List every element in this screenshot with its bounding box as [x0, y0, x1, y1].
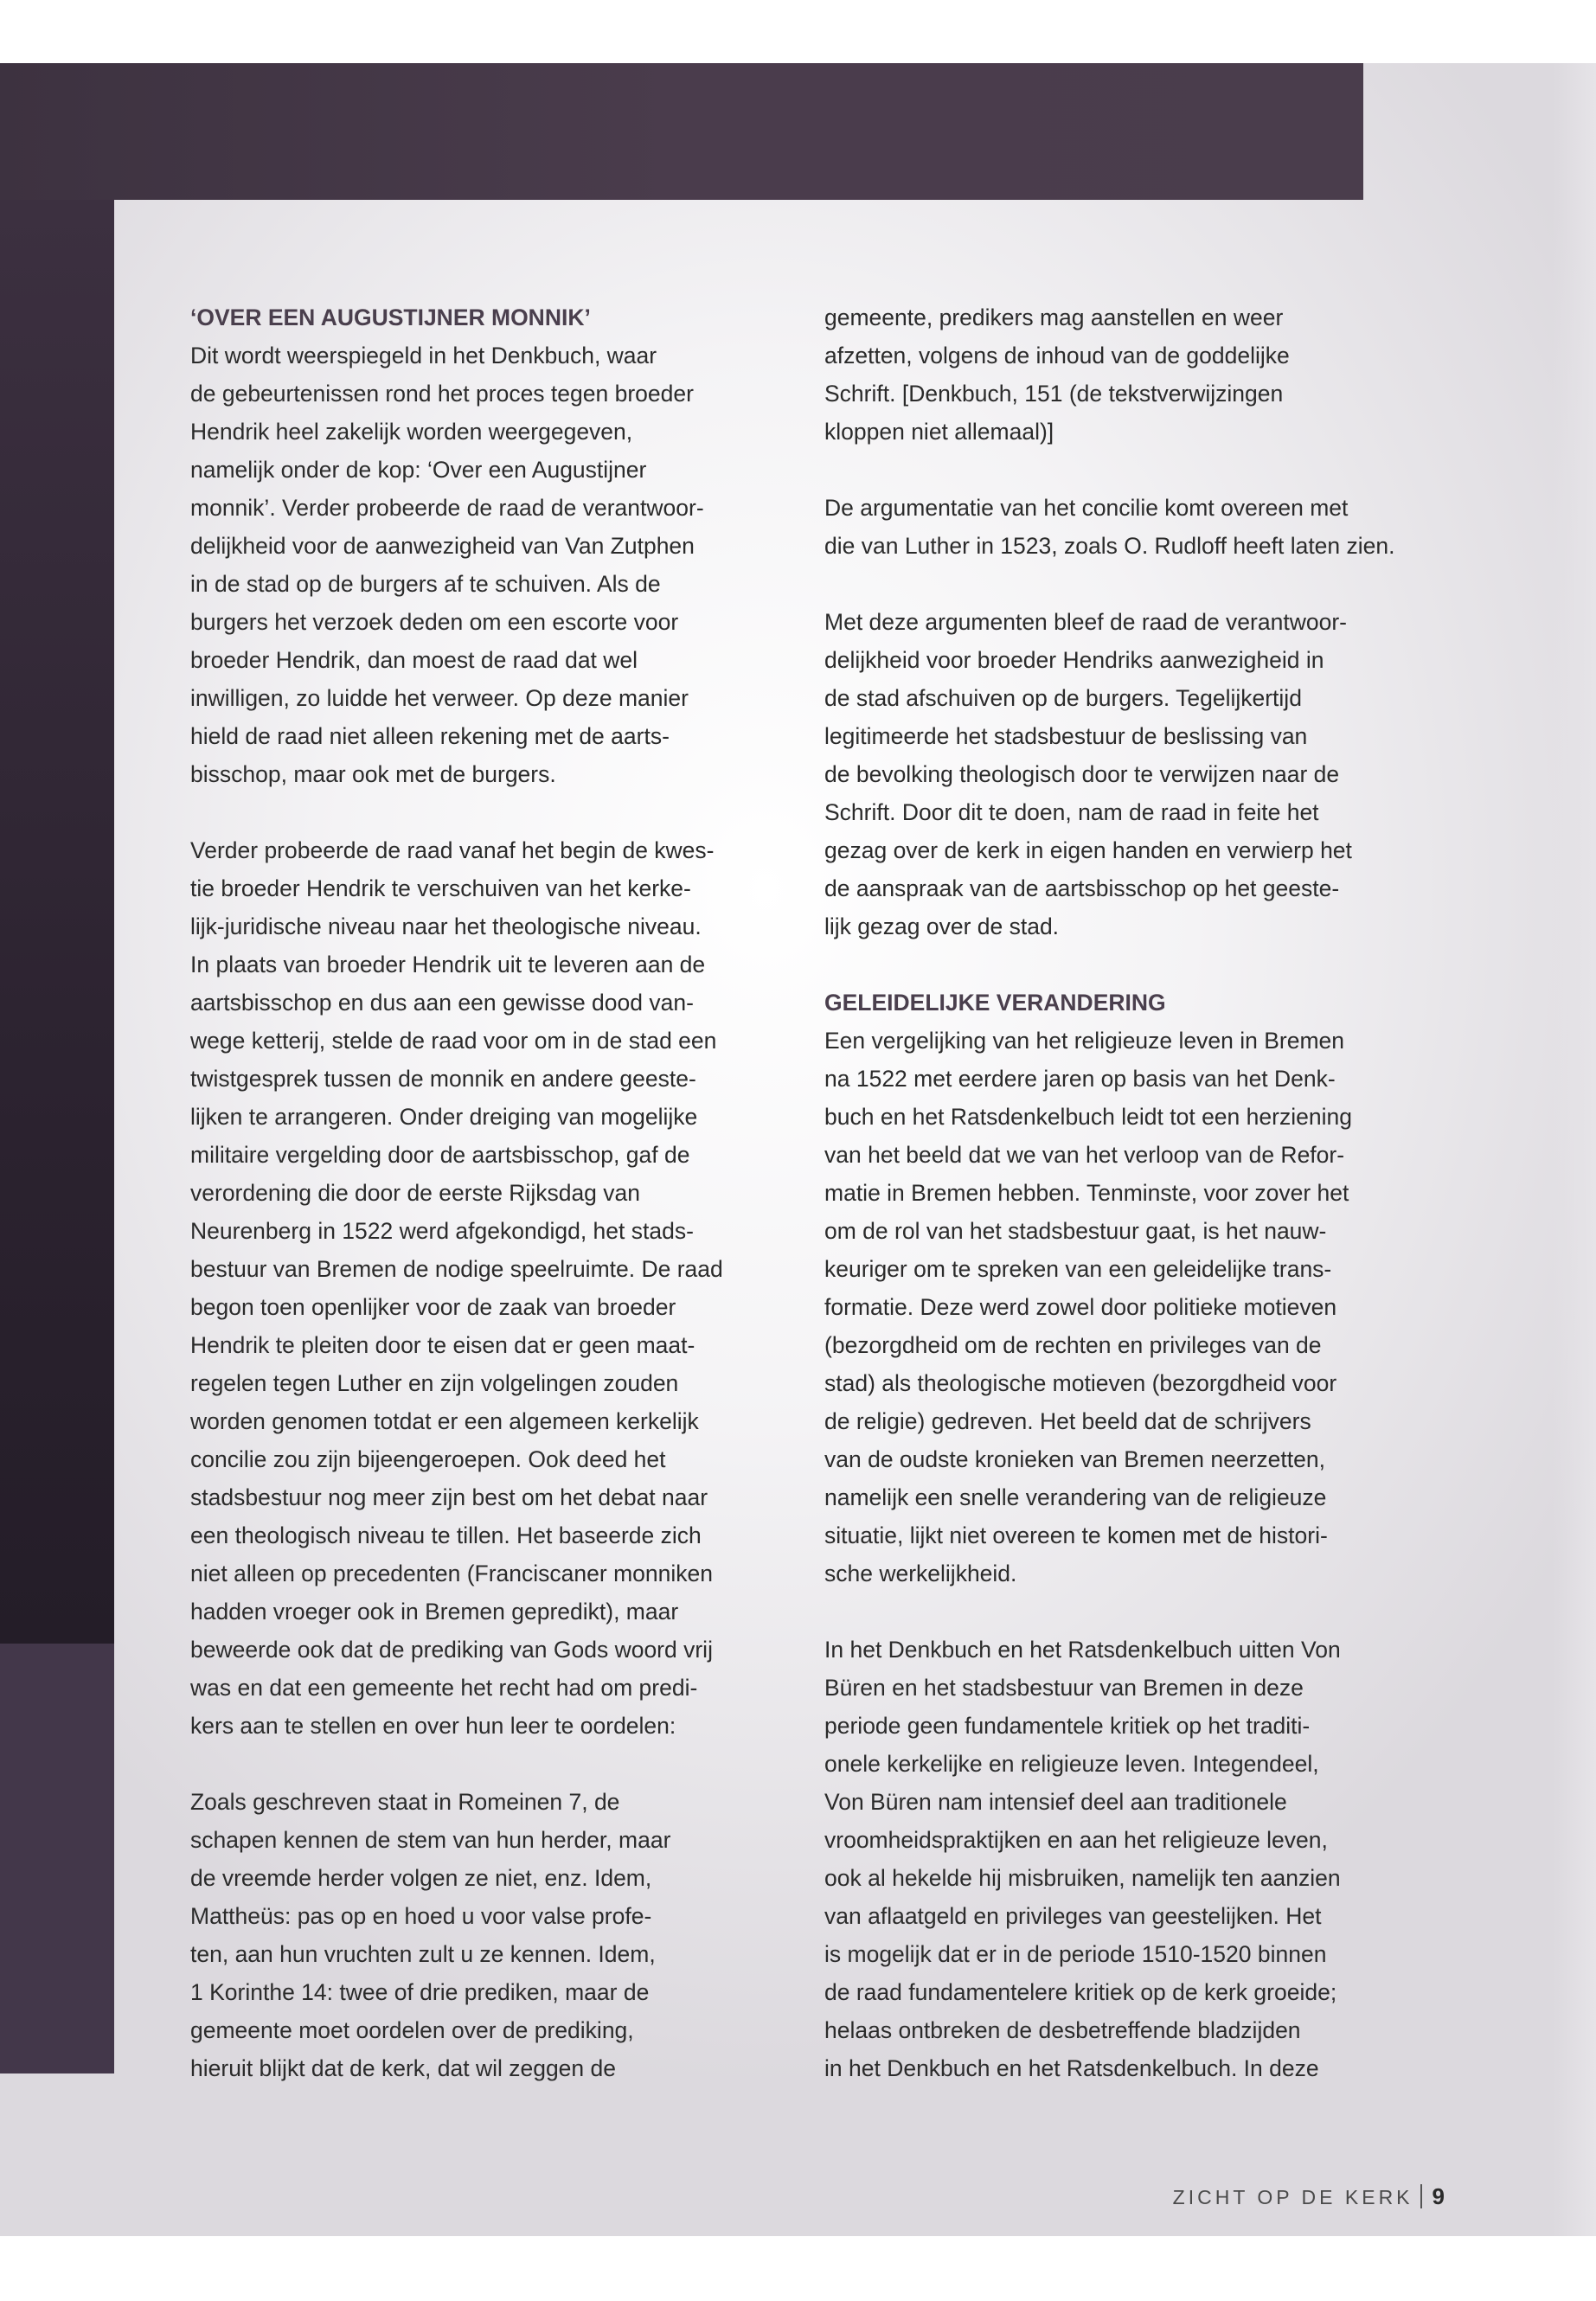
- left-text-column: [190, 298, 779, 2087]
- body-paragraph-5: Een vergelijking van het religieuze leven in Bremen na 1522 met eerdere jaren op basis van het Denk- buch en het Ratsdenkelbuch leidt tot een herziening van het beeld dat we van het verloop van de Refor- matie in Bremen hebben. Tenminste, voor zover het om de rol van het stadsbestuur gaat, is het nauw- keuriger om te spreken van een geleidelijke trans- formatie. Deze werd zowel door politieke motieven (bezorgdheid om de rechten en privileges van de stad) als theologische motieven (bezorgdheid voor de religie) gedreven. Het beeld dat de schrijvers van de oudste kronieken van Bremen neerzetten, namelijk een snelle verandering van de religieuze situatie, lijkt niet overeen te komen met de histori- sche werkelijkheid.: [824, 1028, 1352, 1586]
- body-paragraph-3: De argumentatie van het concilie komt overeen met die van Luther in 1523, zoals O. Rudloff heeft laten zien.: [824, 495, 1395, 559]
- footer-separator: [1420, 2184, 1422, 2208]
- body-paragraph-2: Verder probeerde de raad vanaf het begin de kwes- tie broeder Hendrik te verschuiven van het kerke- lijk-juridische niveau naar het theologische niveau. In plaats van broeder Hendrik uit te leveren aan de aartsbisschop en dus aan een gewisse dood van- wege ketterij, stelde de raad voor om in de stad een twistgesprek tussen de monnik en andere geeste- lijken te arrangeren. Onder dreiging van mogelijke militaire vergelding door de aartsbisschop, gaf de verordening die door de eerste Rijksdag van Neurenberg in 1522 werd afgekondigd, het stads- bestuur van Bremen de nodige speelruimte. De raad begon toen openlijker voor de zaak van broeder Hendrik te pleiten door te eisen dat er geen maat- regelen tegen Luther en zijn volgelingen zouden worden genomen totdat er een algemeen kerkelijk concilie zou zijn bijeengeroepen. Ook deed het stadsbestuur nog meer zijn best om het debat naar een theologisch niveau te tillen. Het baseerde zich niet alleen op precedenten (Franciscaner monniken hadden vroeger ook in Bremen gepredikt), maar beweerde ook dat de prediking van Gods woord vrij was en dat een gemeente het recht had om predi- kers aan te stellen en over hun leer te oordelen:: [190, 837, 723, 1739]
- magazine-title: ZICHT OP DE KERK: [1172, 2186, 1413, 2208]
- body-paragraph-4: Met deze argumenten bleef de raad de verantwoor- delijkheid voor broeder Hendriks aanwezigheid in de stad afschuiven op de burgers. Tegelijkertijd legitimeerde het stadsbestuur de beslissing van de bevolking theologisch door te verwijzen naar de Schrift. Door dit te doen, nam de raad in feite het gezag over de kerk in eigen handen en verwierp het de aanspraak van de aartsbisschop op het geeste- lijk gezag over de stad.: [824, 609, 1352, 939]
- page-footer: [1159, 2183, 1445, 2210]
- page-number: 9: [1432, 2183, 1445, 2209]
- section-heading-verandering: GELEIDELIJKE VERANDERING: [824, 990, 1166, 1016]
- top-decorative-band: [0, 63, 1363, 200]
- right-edge-shade: [1553, 63, 1596, 2236]
- block-quote: Zoals geschreven staat in Romeinen 7, de schapen kennen de stem van hun herder, maar de vreemde herder volgen ze niet, enz. Idem, Mattheüs: pas op en hoed u voor valse profe- ten, aan hun vruchten zult u ze kennen. Idem, 1 Korinthe 14: twee of drie prediken, maar de gemeente moet oordelen over de prediking, hieruit blijkt dat de kerk, dat wil zeggen de: [190, 1789, 671, 2081]
- left-decorative-band-lower: [0, 1644, 114, 2073]
- right-text-column: [824, 298, 1413, 2087]
- body-paragraph-6: In het Denkbuch en het Ratsdenkelbuch uitten Von Büren en het stadsbestuur van Bremen in deze periode geen fundamentele kritiek op het traditi- onele kerkelijke en religieuze leven. Integendeel, Von Büren nam intensief deel aan traditionele vroomheidspraktijken en aan het religieuze leven, ook al hekelde hij misbruiken, namelijk ten aanzien van aflaatgeld en privileges van geestelijken. Het is mogelijk dat er in de periode 1510-1520 binnen de raad fundamentelere kritiek op de kerk groeide; helaas ontbreken de desbetreffende bladzijden in het Denkbuch en het Ratsdenkelbuch. In deze: [824, 1637, 1341, 2081]
- left-decorative-band: [0, 200, 114, 1644]
- section-heading-augustijner: ‘OVER EEN AUGUSTIJNER MONNIK’: [190, 304, 591, 330]
- body-paragraph-1: Dit wordt weerspiegeld in het Denkbuch, waar de gebeurtenissen rond het proces tegen broeder Hendrik heel zakelijk worden weergegeven, namelijk onder de kop: ‘Over een Augustijner monnik’. Verder probeerde de raad de verantwoor- delijkheid voor de aanwezigheid van Van Zutphen in de stad op de burgers af te schuiven. Als de burgers het verzoek deden om een escorte voor broeder Hendrik, dan moest de raad dat wel inwilligen, zo luidde het verweer. Op deze manier hield de raad niet alleen rekening met de aarts- bisschop, maar ook met de burgers.: [190, 343, 704, 787]
- block-quote-continued: gemeente, predikers mag aanstellen en weer afzetten, volgens de inhoud van de goddelijke Schrift. [Denkbuch, 151 (de tekstverwijzingen kloppen niet allemaal)]: [824, 304, 1290, 445]
